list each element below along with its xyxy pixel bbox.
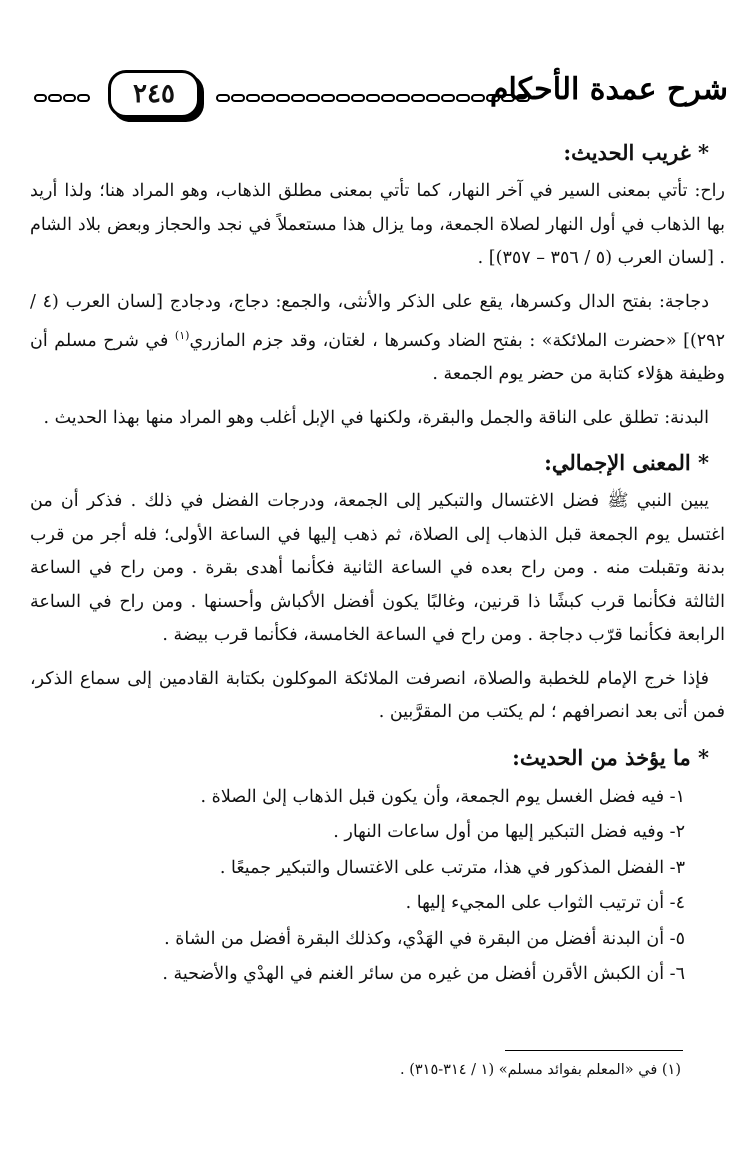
list-item: ٦- أن الكبش الأقرن أفضل من غيره من سائر الغنم في الهدْي والأضحية .: [162, 964, 685, 985]
lessons-list: [30, 780, 725, 993]
list-item: ١- فيه فضل الغسل يوم الجمعة، وأن يكون قبل الذهاب إلىٰ الصلاة .: [200, 786, 685, 807]
page-body: [30, 135, 725, 993]
footnote: (١) في «المعلم بفوائد مسلم» (١ / ٣١٤-٣١٥) .: [399, 1062, 681, 1078]
book-title: شرح عمدة الأحكام: [489, 72, 728, 107]
paragraph-dajaja-text-end: في شرح مسلم أن وظيفة هؤلاء كتابة من حضر يوم الجمعة .: [30, 330, 725, 385]
paragraph-badana: البدنة: تطلق على الناقة والجمل والبقرة، ولكنها في الإبل أغلب وهو المراد منها بهذا الحديث .: [43, 407, 709, 428]
list-item: ٤- أن ترتيب الثواب على المجيء إليها .: [405, 893, 685, 914]
section-heading-ijmali: * المعنى الإجمالي:: [544, 450, 709, 476]
paragraph-rah: راح: تأتي بمعنى السير في آخر النهار، كما تأتي بمعنى مطلق الذهاب، وهو المراد هنا؛ ولذا أريد بها الذهاب في أول النهار لصلاة الجمعة، وما يزال هذا مستعملاً في نجد والحجاز وبعض بلاد الشام . [لسان العرب (٥ / ٣٥٦ – ٣٥٧)] .: [30, 181, 725, 268]
paragraph-ijmali-2: فإذا خرج الإمام للخطبة والصلاة، انصرفت الملائكة الموكلون بكتابة القادمين إلى سماع الذكر، فمن أتى بعد انصرافهم ؛ لم يكتب من المقرَّبين .: [30, 668, 725, 723]
footnote-reference: (١): [174, 329, 190, 342]
page-number-badge: [108, 70, 200, 118]
paragraph-dajaja: [30, 286, 725, 392]
footnote-divider: [505, 1050, 683, 1051]
list-item: ٣- الفضل المذكور في هذا، مترتب على الاغتسال والتبكير جميعًا .: [219, 857, 685, 878]
decorative-chain-ornament: [216, 94, 534, 106]
decorative-chain-ornament-end: [34, 94, 90, 106]
section-heading-yukhadh: * ما يؤخذ من الحديث:: [512, 744, 709, 770]
paragraph-ijmali-1: يبين النبي ﷺ فضل الاغتسال والتبكير إلى الجمعة، ودرجات الفضل في ذلك . فذكر أن من اغتسل يوم الجمعة قبل الذهاب إلى الصلاة، ثم ذهب إليها في الساعة الأولى؛ فله أجر من قرب بدنة وتقبلت منه . ومن راح بعده في الساعة الثانية فكأنما أهدى بقرة . ومن راح في الساعة الثالثة فكأنما قرب كبشًا ذا قرنين، وغالبًا يكون أفضل الأكباش وأحسنها . ومن راح في الساعة الرابعة فكأنما قرّب دجاجة . ومن راح في الساعة الخامسة، فكأنما قرب بيضة .: [30, 491, 725, 646]
page-number: ٢٤٥: [133, 79, 175, 109]
section-heading-gharib: * غريب الحديث:: [563, 140, 709, 165]
list-item: ٢- وفيه فضل التبكير إليها من أول ساعات النهار .: [333, 822, 685, 843]
paragraph-dajaja-text: دجاجة: بفتح الدال وكسرها، يقع على الذكر والأنثى، والجمع: دجاج، ودجادج [لسان العرب (٤ / ٢٩٢)] «حضرت الملائكة» : بفتح الضاد وكسرها ، لغتان، وقد جزم المازري: [30, 291, 725, 351]
page-header: [28, 70, 728, 130]
list-item: ٥- أن البدنة أفضل من البقرة في الهَدْي، وكذلك البقرة أفضل من الشاة .: [164, 928, 685, 949]
